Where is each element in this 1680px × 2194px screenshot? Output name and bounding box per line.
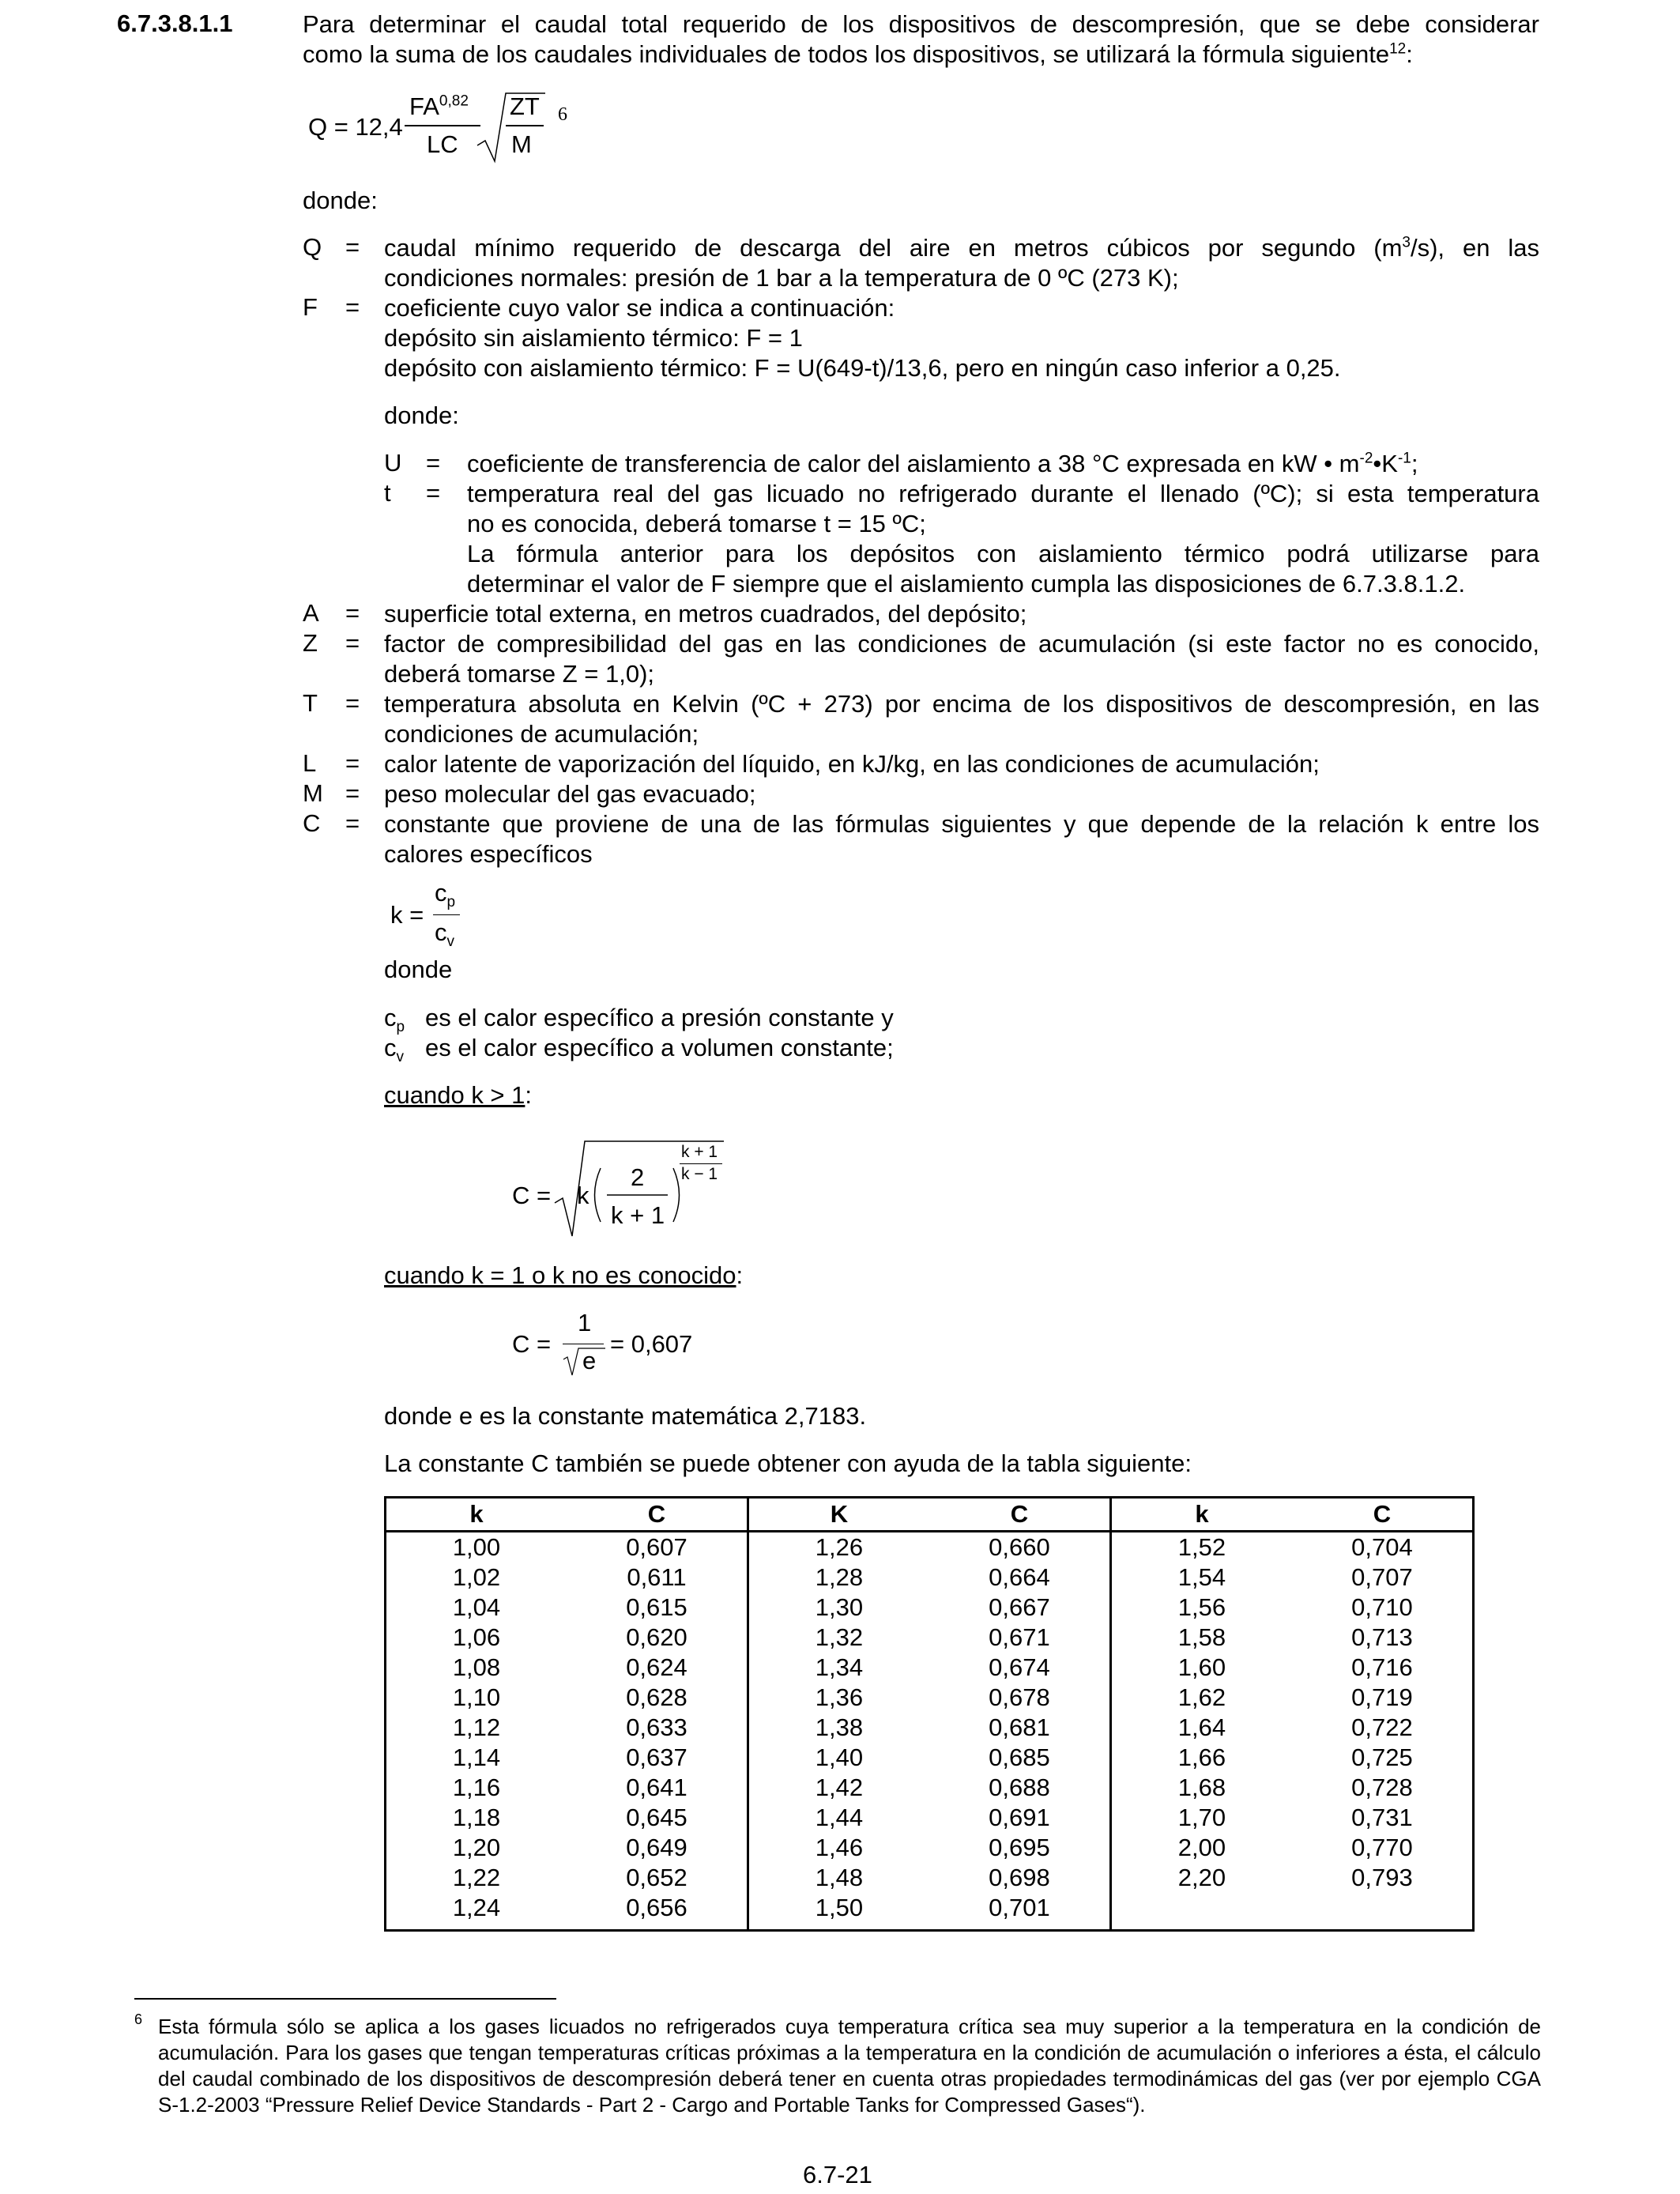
table-row [386,1563,1474,1593]
table-cell: 1,28 [815,1563,864,1591]
table-cell: 1,42 [815,1774,864,1801]
table-row [386,1593,1474,1623]
page-number: 6.7-21 [803,2161,872,2188]
table-cell: 0,698 [929,1863,1111,1893]
table-cell: 0,645 [567,1803,748,1833]
table-cell [1292,1893,1474,1931]
table-header: k [1110,1498,1291,1532]
table-cell: 1,48 [815,1864,864,1891]
table-row [386,1713,1474,1743]
formula-k-lhs: k = [390,901,424,929]
table-cell: 0,656 [567,1893,748,1931]
footnote-mark: 6 [134,2011,143,2027]
table-cell: 1,64 [1177,1713,1226,1741]
table-intro: La constante C también se puede obtener con ayuda de la tabla siguiente: [384,1449,1192,1477]
table-cell: 0,633 [567,1713,748,1743]
donde-label: donde: [303,187,378,214]
section-intro: Para determinar el caudal total requerido de los dispositivos de descompresión, que se debe considerar como la suma de los caudales individuales de todos los dispositivos, se utilizará la fórmula siguiente$^{12}$: [303,10,1539,68]
table-cell: 1,18 [452,1804,501,1831]
table-cell: 0,725 [1351,1744,1413,1771]
formula-k-num: $c_p$ [435,879,456,911]
def-z-text: factor de compresibilidad del gas en las condiciones de acumulación (si este factor no es conocido, deberá tomarse Z = 1,0); [384,630,1539,688]
table-row [386,1863,1474,1893]
footnote-text: Esta fórmula sólo se aplica a los gases licuados no refrigerados cuya temperatura crítica sea muy superior a la temperatura en la condición de acumulación. Para los gases que tengan temperaturas críticas próximas a la temperatura en la condición de acumulación o inferiores a ésta, el cálculo del caudal combinado de los dispositivos de descompresión deberá tener en cuenta otras propiedades termodinámicas del gas (ver por ejemplo CGA S-1.2-2003 “Pressure Relief Device Standards - Part 2 - Cargo and Portable Tanks for Compressed Gases“). [158,2015,1541,2117]
case-k-greater-1: cuando k > 1: [384,1081,533,1109]
e-note: donde e es la constante matemática 2,7183. [384,1402,867,1430]
table-row [386,1532,1474,1563]
table-cell: 0,674 [929,1653,1111,1683]
table-header: C [929,1498,1111,1532]
table-cell: 1,60 [1177,1653,1226,1681]
table-cell: 0,722 [1351,1713,1413,1741]
table-cell: 0,707 [1351,1563,1413,1591]
table-row [386,1653,1474,1683]
def-u-eq: = [425,449,441,477]
table-cell: 1,08 [452,1653,501,1681]
table-cell: 0,701 [929,1893,1111,1931]
section-number: 6.7.3.8.1.1 [117,9,233,37]
table-cell: 0,713 [1351,1623,1413,1651]
def-a-text: superficie total externa, en metros cuadrados, del depósito; [384,600,1027,628]
table-cell: 0,628 [567,1683,748,1713]
table-header: C [567,1498,748,1532]
def-u-symbol: U [384,449,402,477]
table-cell: 0,607 [567,1532,748,1563]
table-cell: 1,38 [815,1713,864,1741]
table-cell: 1,34 [815,1653,864,1681]
table-cell: 0,681 [929,1713,1111,1743]
table-cell: 2,20 [1177,1864,1226,1891]
table-row [386,1743,1474,1773]
table-cell: 0,691 [929,1803,1111,1833]
table-cell: 0,719 [1351,1683,1413,1711]
table-cell: 1,36 [815,1683,864,1711]
table-header: K [748,1498,929,1532]
table-cell: 0,624 [567,1653,748,1683]
formula-q-lhs: Q = 12,4 [308,113,403,141]
def-t-abs-text: temperatura absoluta en Kelvin (ºC + 273) por encima de los dispositivos de descompresión, en las condiciones de acumulación; [384,690,1539,748]
table-cell: 1,70 [1177,1804,1226,1831]
table-cell: 1,30 [815,1593,864,1621]
def-l-text: calor latente de vaporización del líquido, en kJ/kg, en las condiciones de acumulación; [384,750,1320,778]
formula-c1-num: 2 [631,1163,645,1191]
def-c-eq: = [345,809,360,837]
formula-c2-lhs: C = [512,1330,552,1358]
table-cell: 0,710 [1351,1593,1413,1621]
constant-c-table [384,1496,1475,1932]
table-cell: 0,615 [567,1593,748,1623]
cv-symbol: $c_v$ [384,1034,404,1066]
table-row [386,1803,1474,1833]
def-m-eq: = [345,779,360,807]
table-cell: 1,58 [1177,1623,1226,1651]
table-cell: 1,26 [815,1533,864,1561]
table-cell: 0,678 [929,1683,1111,1713]
table-cell [1110,1893,1291,1931]
def-q-text: caudal mínimo requerido de descarga del aire en metros cúbicos por segundo $(m^3/s)$, en las condiciones normales: presión de 1 bar a la temperatura de 0 ºC (273 K); [384,234,1539,292]
table-cell: 1,10 [452,1683,501,1711]
footnote-separator [134,1998,556,2000]
formula-c1-exp-num: k + 1 [681,1143,718,1161]
table-cell: 1,12 [452,1713,501,1741]
formula-q-root-den: M [511,130,532,158]
table-header: C [1292,1498,1474,1532]
table-cell: 0,688 [929,1773,1111,1803]
def-a-symbol: A [303,599,319,627]
formula-c1-den: k + 1 [611,1201,665,1229]
formula-q-root-num: ZT [510,92,540,120]
table-cell: 1,00 [452,1533,501,1561]
table-cell: 0,685 [929,1743,1111,1773]
table-cell: 0,704 [1351,1533,1413,1561]
formula-c2-num: 1 [578,1309,592,1336]
def-t-eq: = [425,479,441,507]
def-f-text: coeficiente cuyo valor se indica a continuación: depósito sin aislamiento térmico: F = 1 depósito con aislamiento térmico: F = U(649-t)/13,6, pero en ningún caso inferior a 0,25. [384,294,1341,382]
table-cell: 0,695 [929,1833,1111,1863]
formula-c2-den: e [582,1347,597,1374]
table-cell: 0,793 [1351,1864,1413,1891]
def-t-abs-eq: = [345,689,360,717]
formula-q-den: LC [427,130,458,158]
formula-c1-exp-den: k − 1 [681,1165,718,1183]
table-cell: 1,24 [452,1894,501,1921]
cp-symbol: $c_p$ [384,1004,405,1036]
table-cell: 1,68 [1177,1774,1226,1801]
table-header-row [386,1498,1474,1532]
table-cell: 1,02 [452,1563,501,1591]
cp-text: es el calor específico a presión constante y [425,1004,894,1031]
def-t-abs-symbol: T [303,689,318,717]
table-cell: 1,44 [815,1804,864,1831]
table-row [386,1773,1474,1803]
donde-label: donde: [384,401,459,429]
def-z-symbol: Z [303,629,318,657]
def-q-symbol: Q [303,233,322,261]
table-cell: 1,56 [1177,1593,1226,1621]
def-m-symbol: M [303,779,323,807]
table-cell: 1,06 [452,1623,501,1651]
table-cell: 1,14 [452,1744,501,1771]
table-row [386,1833,1474,1863]
table-cell: 0,667 [929,1593,1111,1623]
def-l-symbol: L [303,749,317,777]
table-cell: 0,611 [567,1563,748,1593]
def-m-text: peso molecular del gas evacuado; [384,780,756,808]
formula-c2-rhs: = 0,607 [610,1330,693,1358]
formula-c1-k: k [577,1182,590,1209]
table-cell: 1,52 [1177,1533,1226,1561]
table-cell: 1,50 [815,1894,864,1921]
footnote-ref: 6 [558,104,567,125]
formula-q-num: FA$^{0,82}$ [409,92,469,120]
formula-c1-lhs: C = [512,1182,552,1209]
table-cell: 1,22 [452,1864,501,1891]
case-k-equals-1: cuando k = 1 o k no es conocido: [384,1261,744,1289]
table-cell: 0,716 [1351,1653,1413,1681]
def-z-eq: = [345,629,360,657]
table-cell: 1,66 [1177,1744,1226,1771]
table-cell: 0,641 [567,1773,748,1803]
table-cell: 1,04 [452,1593,501,1621]
table-cell: 0,649 [567,1833,748,1863]
def-l-eq: = [345,749,360,777]
table-row [386,1683,1474,1713]
table-header: k [386,1498,567,1532]
formula-k-den: $c_v$ [435,918,454,951]
def-a-eq: = [345,599,360,627]
table-cell: 1,32 [815,1623,864,1651]
table-row [386,1623,1474,1653]
table-cell: 1,16 [452,1774,501,1801]
def-q-eq: = [345,233,360,261]
cv-text: es el calor específico a volumen constante; [425,1034,894,1061]
def-f-eq: = [345,293,360,321]
def-t-symbol: t [384,479,391,507]
def-f-symbol: F [303,293,318,321]
table-cell: 0,620 [567,1623,748,1653]
table-cell: 1,62 [1177,1683,1226,1711]
donde-label: donde [384,956,453,983]
def-c-text: constante que proviene de una de las fórmulas siguientes y que depende de la relación k entre los calores específicos [384,810,1539,868]
table-cell: 1,54 [1177,1563,1226,1591]
table-cell: 0,652 [567,1863,748,1893]
table-cell: 1,46 [815,1834,864,1861]
table-cell: 0,770 [1351,1834,1413,1861]
table-row [386,1893,1474,1931]
def-t-text: temperatura real del gas licuado no refrigerado durante el llenado (ºC); si esta temperatura no es conocida, deberá tomarse t = 15 ºC; La fórmula anterior para los depósitos con aislamiento térmico podrá utilizarse para determinar el valor de F siempre que el aislamiento cumpla las disposiciones de 6.7.3.8.1.2. [467,480,1539,598]
table-cell: 0,660 [929,1532,1111,1563]
def-u-text: coeficiente de transferencia de calor del aislamiento a 38 °C expresada en kW • $m^{-2}•K^{-1}$; [467,450,1418,477]
table-cell: 0,637 [567,1743,748,1773]
table-cell: 1,20 [452,1834,501,1861]
table-cell: 1,40 [815,1744,864,1771]
table-cell: 0,671 [929,1623,1111,1653]
table-cell: 0,731 [1351,1804,1413,1831]
def-c-symbol: C [303,809,321,837]
table-cell: 0,728 [1351,1774,1413,1801]
table-cell: 0,664 [929,1563,1111,1593]
table-cell: 2,00 [1177,1834,1226,1861]
